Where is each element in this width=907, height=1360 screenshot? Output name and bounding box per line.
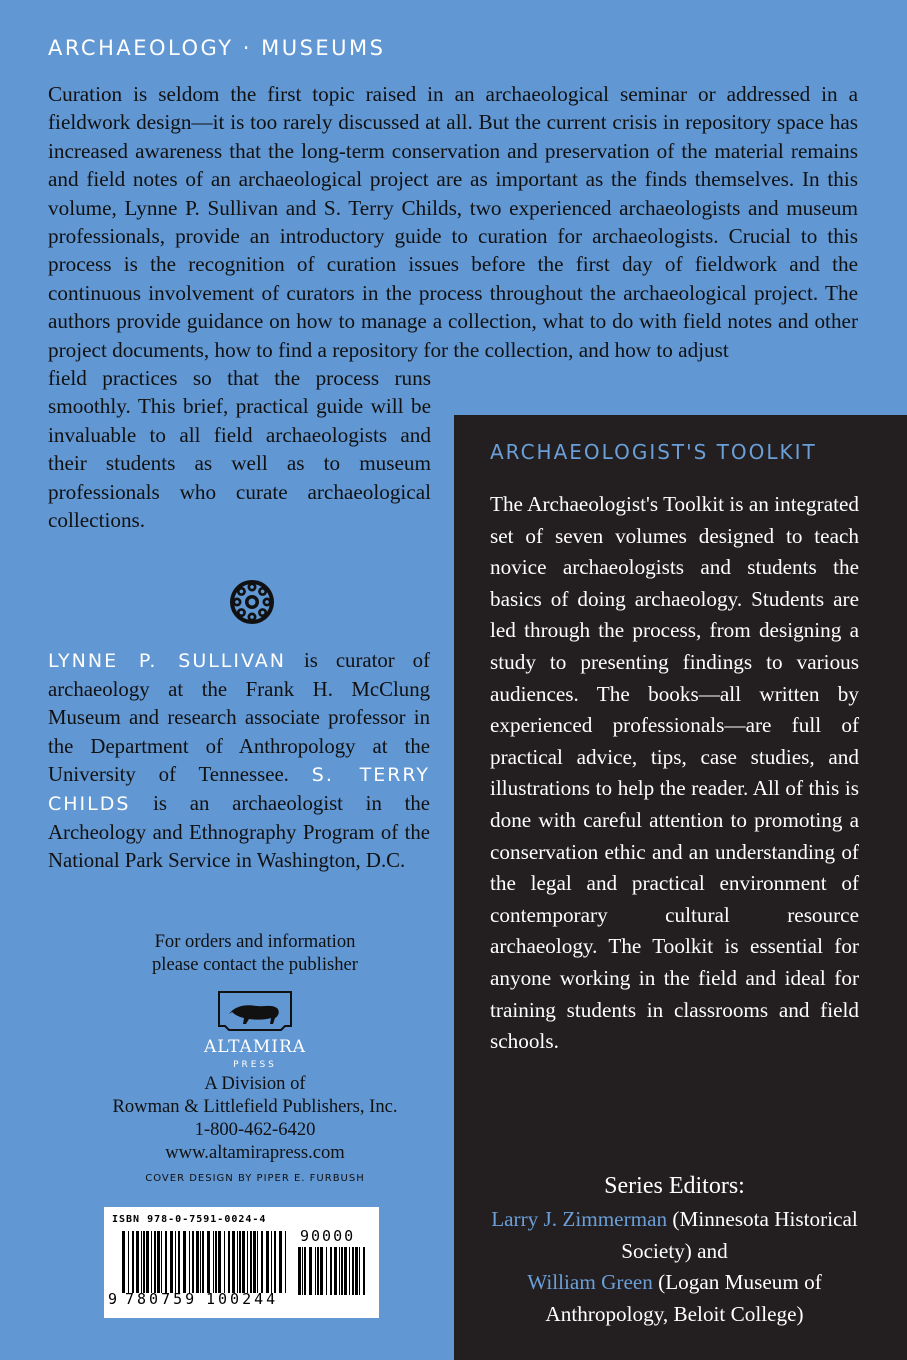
barcode-bar xyxy=(232,1231,235,1293)
barcode-bar xyxy=(157,1231,160,1293)
category-label: ARCHAEOLOGY · MUSEUMS xyxy=(48,36,386,60)
barcode-bar xyxy=(266,1231,269,1293)
barcode-bar xyxy=(334,1247,337,1295)
barcode-bar xyxy=(352,1247,354,1295)
price-code: 90000 xyxy=(300,1227,356,1245)
barcode-bar xyxy=(349,1247,350,1295)
editors-heading: Series Editors: xyxy=(604,1173,745,1199)
barcode-bar xyxy=(344,1247,347,1295)
barcode-bar xyxy=(146,1231,149,1293)
series-editors xyxy=(474,1170,875,1330)
barcode-bar xyxy=(355,1247,358,1295)
barcode-bar xyxy=(132,1231,134,1293)
editor1-affiliation: (Minnesota Historical Society) and xyxy=(621,1207,858,1263)
isbn-number: ISBN 978-0-7591-0024-4 xyxy=(112,1214,267,1225)
barcode-bar xyxy=(317,1247,319,1295)
barcode-bar xyxy=(200,1231,201,1293)
barcode-bar xyxy=(202,1231,204,1293)
series-description: The Archaeologist's Toolkit is an integrated set of seven volumes designed to teach novice archaeologists and students the basics of doing archaeology. Students are led through the process, from designing a study to presenting findings to various audiences. The books—all written by experienced professionals—are full of practical advice, tips, case studies, and illustrations to help the reader. All of this is done with careful attention to promoting a conservation ethic and an understanding of the legal and practical environment of contemporary cultural resource archaeology. The Toolkit is essential for anyone working in the field and ideal for training students in classrooms and field schools. xyxy=(490,492,859,1054)
barcode-group1: 780759 xyxy=(125,1290,198,1308)
editor2-name: William Green xyxy=(527,1270,653,1294)
barcode-label xyxy=(104,1207,379,1318)
division-line: A Division of xyxy=(204,1073,306,1094)
barcode-bar xyxy=(242,1231,245,1293)
barcode-bar xyxy=(253,1231,256,1293)
barcode-bar xyxy=(363,1247,365,1295)
publisher-block xyxy=(60,930,450,1190)
barcode-bar xyxy=(309,1247,312,1295)
barcode-bar xyxy=(257,1231,258,1293)
barcode-bar xyxy=(339,1247,340,1295)
barcode-bar xyxy=(218,1231,221,1293)
website: www.altamirapress.com xyxy=(165,1142,345,1163)
barcode-bar xyxy=(228,1231,230,1293)
author1-name: LYNNE P. SULLIVAN xyxy=(48,650,286,672)
phone-number: 1-800-462-6420 xyxy=(194,1119,316,1140)
contact-line1: For orders and information xyxy=(154,931,356,952)
barcode-bar xyxy=(196,1231,199,1293)
barcode-bar xyxy=(207,1231,210,1293)
series-sidebar xyxy=(454,415,907,1360)
flower-ornament-icon xyxy=(228,578,276,626)
barcode-bar xyxy=(170,1231,173,1293)
barcode-bar xyxy=(298,1247,301,1295)
barcode-bar xyxy=(154,1231,156,1293)
author2-name: S. TERRY CHILDS xyxy=(48,764,430,815)
barcode-bar xyxy=(122,1231,125,1293)
barcode-lead-digit: 9 xyxy=(108,1290,118,1308)
barcode-bar xyxy=(302,1247,303,1295)
barcode-bar xyxy=(279,1231,282,1293)
barcode-bar xyxy=(189,1231,190,1293)
barcode-bar xyxy=(178,1231,180,1293)
barcode-bar xyxy=(326,1247,327,1295)
barcode-bar xyxy=(165,1231,167,1293)
editor1-name: Larry J. Zimmerman xyxy=(491,1207,668,1231)
barcode-bar xyxy=(239,1231,241,1293)
barcode-bar xyxy=(247,1231,248,1293)
barcode-bar xyxy=(304,1247,306,1295)
author-bios xyxy=(48,647,430,876)
barcode-bar xyxy=(213,1231,214,1293)
cover-credit: COVER DESIGN BY PIPER E. FURBUSH xyxy=(145,1173,365,1184)
series-title: ARCHAEOLOGIST'S TOOLKIT xyxy=(490,440,817,464)
barcode-bar xyxy=(141,1231,142,1293)
barcode-bar xyxy=(143,1231,145,1293)
barcode-bar xyxy=(261,1231,263,1293)
barcode-bar xyxy=(341,1247,343,1295)
logo-name: ALTAMIRA xyxy=(203,1037,307,1057)
barcode-bar xyxy=(215,1231,217,1293)
logo-sub: PRESS xyxy=(233,1060,277,1070)
barcode-group2: 100244 xyxy=(206,1290,279,1308)
description-tail: field practices so that the process runs smoothly. This brief, practical guide will be invaluable to all field archaeologists and their students as well as to museum professionals who curate archaeological collections. xyxy=(48,366,431,533)
barcode-bar xyxy=(224,1231,225,1293)
barcode-bar xyxy=(315,1247,316,1295)
barcode-bar xyxy=(192,1231,194,1293)
barcode-bar xyxy=(330,1247,332,1295)
barcode-bar xyxy=(359,1247,360,1295)
barcode-bar xyxy=(136,1231,139,1293)
barcode-bar xyxy=(175,1231,176,1293)
barcode-bar xyxy=(285,1231,286,1293)
barcode-bar xyxy=(274,1231,276,1293)
barcode-bar xyxy=(320,1247,323,1295)
barcode-bar xyxy=(250,1231,252,1293)
contact-line2: please contact the publisher xyxy=(151,954,358,975)
description-text: Curation is seldom the first topic raised in an archaeological seminar or addressed in a fieldwork design—it is too rarely discussed at all. But the current crisis in repository space has increased awareness that the long-term conservation and preservation of the material remains and field notes of an archaeological project are as important as the finds themselves. In this volume, Lynne P. Sullivan and S. Terry Childs, two experienced archaeologists and museum professionals, provide an introductory guide to curation for archaeologists. Crucial to this process is the recognition of curation issues before the first day of fieldwork and the continuous involvement of curators in the process throughout the archaeological project. The authors provide guidance on how to manage a collection, what to do with field notes and other project documents, how to find a repository for the collection, and how to adjust xyxy=(48,82,858,362)
author2-bio: is an archaeologist in the Archeology and Ethnography Program of the National Park Service in Washington, D.C. xyxy=(48,791,430,873)
editor2-affiliation: (Logan Museum of Anthropology, Beloit College) xyxy=(545,1270,822,1326)
parent-publisher: Rowman & Littlefield Publishers, Inc. xyxy=(112,1096,398,1117)
author1-bio: is curator of archaeology at the Frank H. McClung Museum and research associate professor in the Department of Anthropology at the University of Tennessee. xyxy=(48,649,431,787)
barcode-bar xyxy=(161,1231,162,1293)
barcode-bar xyxy=(128,1231,129,1293)
barcode-bar xyxy=(183,1231,186,1293)
barcode-bar xyxy=(271,1231,272,1293)
barcode-bar xyxy=(237,1231,238,1293)
barcode-bar xyxy=(151,1231,152,1293)
altamira-logo-icon xyxy=(203,988,307,1072)
